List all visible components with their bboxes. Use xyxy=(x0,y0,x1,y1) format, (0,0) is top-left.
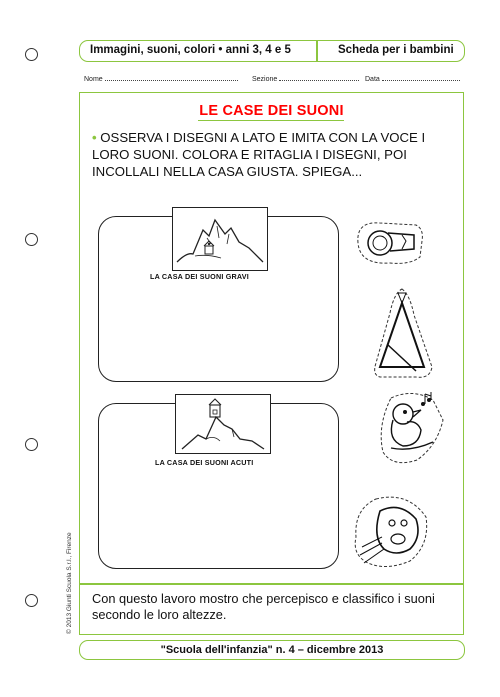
punch-hole-lower xyxy=(25,438,38,451)
punch-hole-bottom xyxy=(25,594,38,607)
triangle-instrument-icon xyxy=(370,285,436,383)
header-sheet-type: Scheda per i bambini xyxy=(338,44,454,56)
house-low-sounds-label: LA CASA DEI SUONI GRAVI xyxy=(150,272,249,281)
section-label: Sezione xyxy=(252,76,278,83)
worksheet-title: LE CASE DEI SUONI xyxy=(199,103,344,119)
section-field[interactable] xyxy=(252,74,359,83)
punch-hole-upper xyxy=(25,233,38,246)
publication-info: "Scuola dell'infanzia" n. 4 – dicembre 2013 xyxy=(160,644,384,656)
date-field[interactable] xyxy=(365,74,460,83)
header-series-title: Immagini, suoni, colori • anni 3, 4 e 5 xyxy=(90,44,291,56)
name-label: Nome xyxy=(84,76,103,83)
conclusion-text: Con questo lavoro mostro che percepisco e classifico i suoni secondo le loro altezze. xyxy=(92,591,435,622)
conclusion-divider xyxy=(80,583,463,585)
worksheet-panel xyxy=(79,92,464,635)
instruction-body: OSSERVA I DISEGNI A LATO E IMITA CON LA VOCE I LORO SUONI. COLORA E RITAGLIA I DISEGNI, POI INCOLLALI NELLA CASA GIUSTA. SPIEGA... xyxy=(92,130,426,179)
triangle-cutout[interactable] xyxy=(370,285,436,388)
section-line xyxy=(279,74,359,81)
date-label: Data xyxy=(365,76,380,83)
date-line xyxy=(382,74,460,81)
title-underline xyxy=(198,120,344,121)
singing-bird-icon xyxy=(377,390,447,468)
whistle-icon xyxy=(350,213,430,273)
name-field[interactable] xyxy=(84,74,238,83)
bird-cutout[interactable] xyxy=(377,390,447,473)
house-high-sounds-label: LA CASA DEI SUONI ACUTI xyxy=(155,458,254,467)
lion-cutout[interactable] xyxy=(350,493,432,576)
publication-footer-bar xyxy=(79,640,465,660)
header-bar xyxy=(79,40,465,62)
mountain-house-icon xyxy=(172,207,268,271)
copyright-note: © 2013 Giunti Scuola S.r.l., Firenze xyxy=(66,532,73,634)
mountain-peak-house-icon xyxy=(175,394,271,454)
whistle-cutout[interactable] xyxy=(350,213,430,278)
instruction-text xyxy=(92,129,456,180)
name-line xyxy=(105,74,238,81)
roaring-lion-icon xyxy=(350,493,432,571)
header-divider xyxy=(316,41,318,61)
bullet-icon: • xyxy=(92,130,101,145)
punch-hole-top xyxy=(25,48,38,61)
